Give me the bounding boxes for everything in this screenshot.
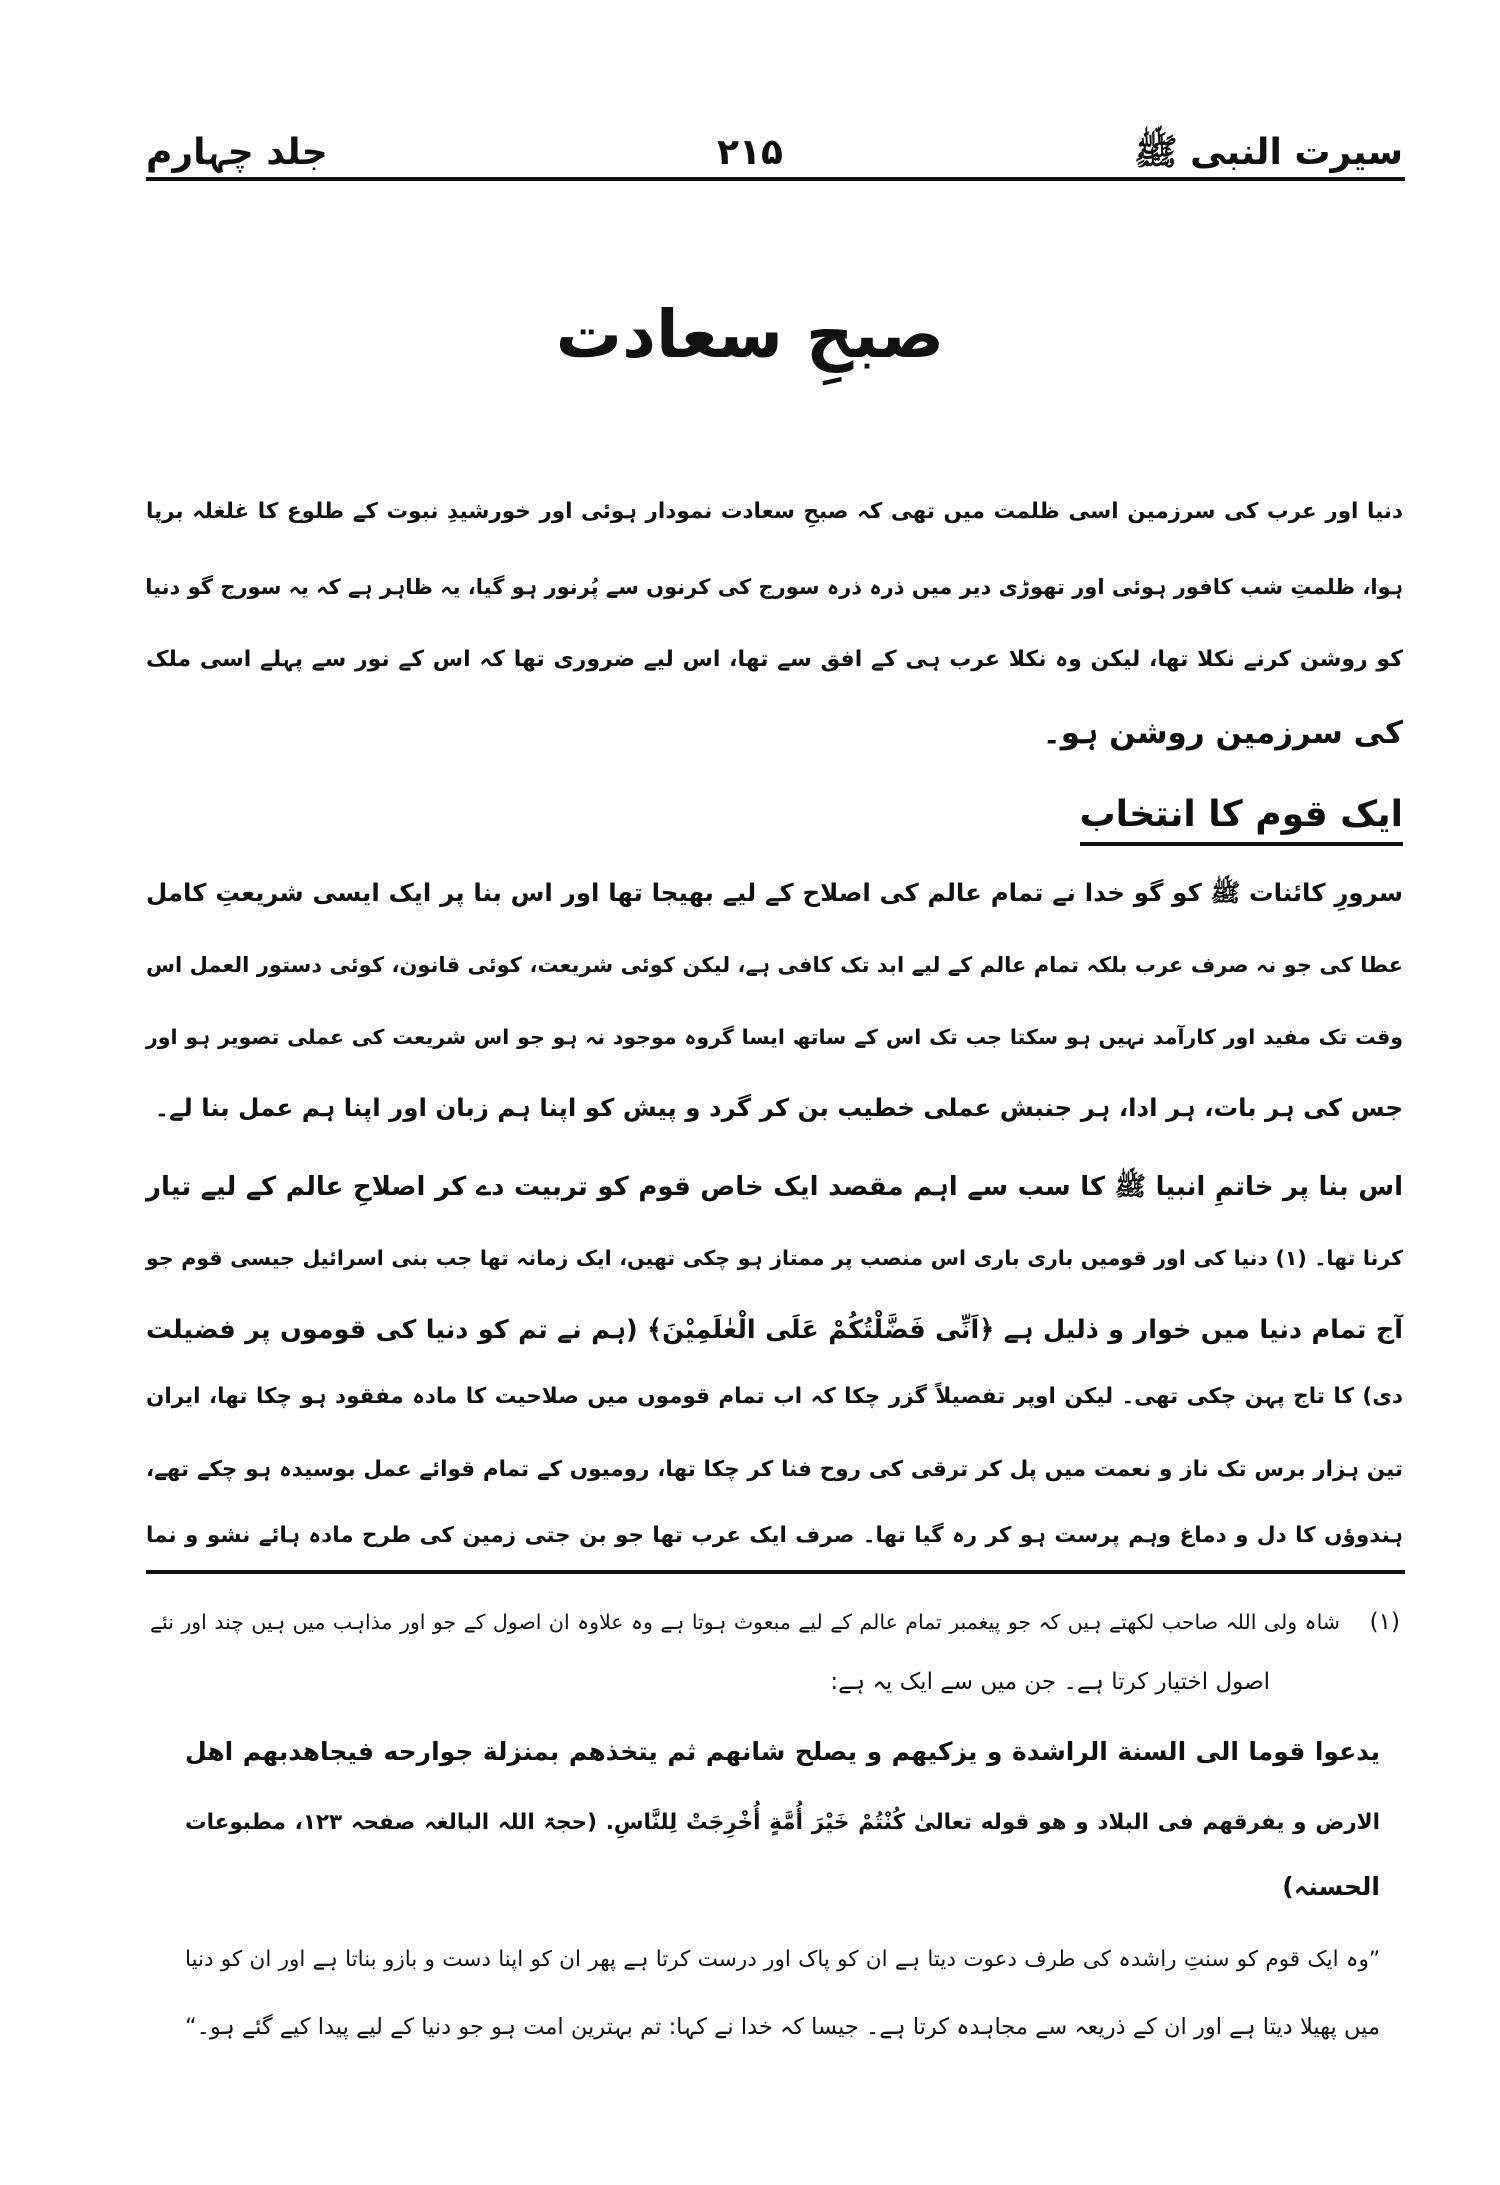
paragraph3-line: ہندوؤں کا دل و دماغ وہم پرست ہو کر رہ گیا تھا۔ صرف ایک عرب تھا جو بن جتی زمین کی طرح مادہ ہائے نشو و نما	[146, 1523, 1403, 1548]
translation-line: ”وہ ایک قوم کو سنتِ راشدہ کی طرف دعوت دیتا ہے ان کو پاک اور درست کرتا ہے پھر ان کو اپنا دست و بازو بناتا ہے اور ان کو دنیا	[185, 1947, 1380, 1972]
page-number: ۲۱۵	[717, 132, 783, 173]
paragraph3-line: کرنا تھا۔ (۱) دنیا کی اور قومیں باری باری اس منصب پر ممتاز ہو چکی تھیں، ایک زمانہ تھا جب بنی اسرائیل جیسی قوم جو	[146, 1246, 1403, 1270]
translation-line: میں پھیلا دیتا ہے اور ان کے ذریعہ سے مجاہدہ کرتا ہے۔ جیسا کہ خدا نے کہا: تم بہترین امت ہو جو دنیا کے لیے پیدا کیے گئے ہو۔“	[185, 2014, 1380, 2040]
paragraph2-line: سرورِ کائنات ﷺ کو گو خدا نے تمام عالم کی اصلاح کے لیے بھیجا تھا اور اس بنا پر ایک ایسی شریعتِ کامل	[146, 878, 1403, 907]
footnote-separator	[146, 1570, 1405, 1574]
paragraph3-line: آج تمام دنیا میں خوار و ذلیل ہے ﴿اَنِّی فَضَّلْتُكُمْ عَلَى الْعٰلَمِیْنَ﴾ (ہم نے تم کو دنیا کی قوموں پر فضیلت	[146, 1315, 1403, 1345]
paragraph2-line: جس کی ہر بات، ہر ادا، ہر جنبش عملی خطیب بن کر گرد و پیش کو اپنا ہم زبان اور اپنا ہم عمل بنا لے۔	[154, 1093, 1403, 1122]
arabic-quote-line: الحسنہ)	[1282, 1872, 1380, 1901]
paragraph1-line: دنیا اور عرب کی سرزمین اسی ظلمت میں تھی کہ صبحِ سعادت نمودار ہوئی اور خورشیدِ نبوت کے طلوع کا غلغلہ برپا	[146, 499, 1403, 524]
header-rule	[146, 177, 1405, 181]
paragraph1-line: کو روشن کرنے نکلا تھا، لیکن وہ نکلا عرب ہی کے افق سے تھا، اس لیے ضروری تھا کہ اس کے نور سے پہلے اسی ملک	[146, 647, 1403, 672]
paragraph1-line: کی سرزمین روشن ہو۔	[1042, 715, 1403, 751]
arabic-quote-line: الارض و یفرقهم فی البلاد و هو قوله تعالیٰ كُنْتُمْ خَيْرَ أُمَّةٍ أُخْرِجَتْ لِلنَّاسِ. (حجۃ اللہ البالغہ صفحہ ۱۲۳، مطبوعات	[185, 1810, 1380, 1835]
paragraph3-line: اس بنا پر خاتمِ انبیا ﷺ کا سب سے اہم مقصد ایک خاص قوم کو تربیت دے کر اصلاحِ عالم کے لیے تیار	[146, 1172, 1403, 1202]
paragraph3-line: دی) کا تاج پہن چکی تھی۔ لیکن اوپر تفصیلاً گزر چکا کہ اب تمام قوموں میں صلاحیت کا مادہ مفقود ہو چکا تھا، ایران	[146, 1384, 1403, 1409]
section-heading: ایک قوم کا انتخاب	[1080, 790, 1404, 846]
footnote-line: شاہ ولی اللہ صاحب لکھتے ہیں کہ جو پیغمبر تمام عالم کے لیے مبعوث ہوتا ہے وہ علاوہ ان اصول کے جو اور مذاہب میں ہیں چند اور نئے	[150, 1610, 1340, 1634]
running-book-title: سیرت النبی ﷺ	[1134, 132, 1403, 173]
arabic-quote-line: یدعوا قوما الی السنة الراشدة و یزکیهم و یصلح شانهم ثم یتخذهم بمنزلة جوارحه فیجاهدبهم اهل	[185, 1737, 1380, 1766]
footnote-line: اصول اختیار کرتا ہے۔ جن میں سے ایک یہ ہے:	[830, 1669, 1270, 1695]
chapter-title: صبحِ سعادت	[555, 296, 945, 373]
footnote-marker: (۱)	[1369, 1609, 1400, 1635]
paragraph1-line: ہوا، ظلمتِ شب کافور ہوئی اور تھوڑی دیر میں ذرہ ذرہ سورج کی کرنوں سے پُرنور ہو گیا، یہ ظاہر ہے کہ یہ سورج گو دنیا	[145, 575, 1403, 599]
paragraph2-line: وقت تک مفید اور کارآمد نہیں ہو سکتا جب تک اس کے ساتھ ایسا گروہ موجود نہ ہو جو اس شریعت کی عملی تصویر ہو اور	[146, 1025, 1403, 1049]
paragraph3-line: تین ہزار برس تک ناز و نعمت میں پل کر ترقی کی روح فنا کر چکا تھا، رومیوں کے تمام قوائے عمل بوسیدہ ہو چکے تھے،	[146, 1457, 1403, 1482]
running-volume-title: جلد چہارم	[146, 132, 328, 173]
paragraph2-line: عطا کی جو نہ صرف عرب بلکہ تمام عالم کے لیے ابد تک کافی ہے، لیکن کوئی شریعت، کوئی قانون، کوئی دستور العمل اس	[146, 953, 1403, 977]
